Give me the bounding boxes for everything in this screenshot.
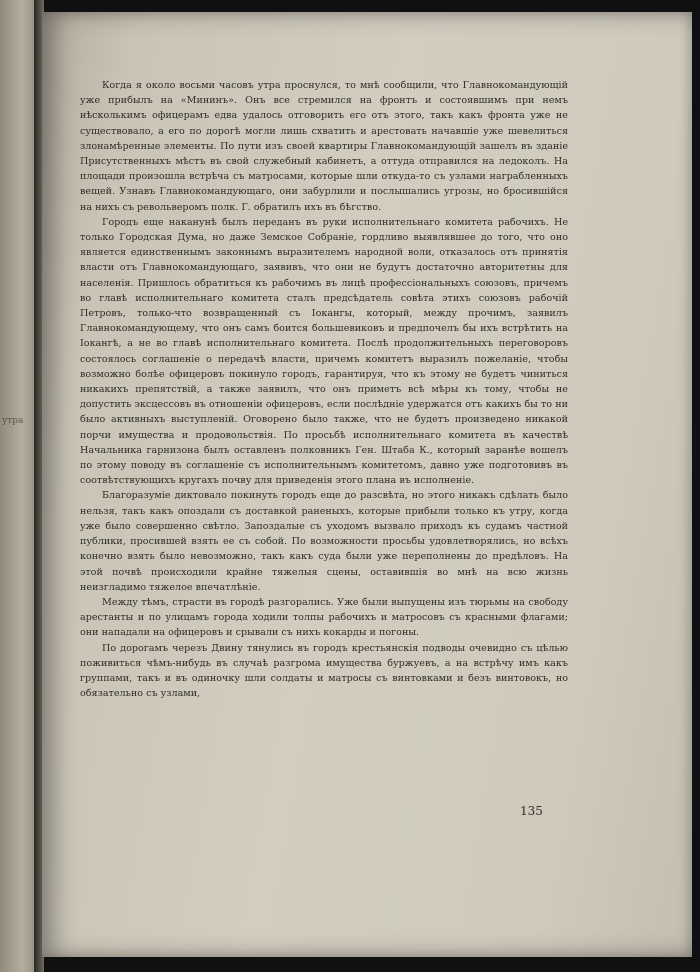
paragraph-1: Когда я около восьми часовъ утра проснулся, то мнѣ сообщили, что Главнокомандующій уже прибылъ на «Мининъ». Онъ все стремился на фронтъ и состоявшимъ при немъ нѣсколькимъ офицерамъ едва удалось отговорить его отъ этого, такъ какъ фронта уже не существовало, а его по дорогѣ могли лишь схватить и арестовать начавшіе уже шевелиться злонамѣренные элементы. По пути изъ своей квартиры Главнокомандующій зашелъ въ зданіе Присутственныхъ мѣстъ въ свой служебный кабинетъ, а оттуда отправился на ледоколъ. На площади произошла встрѣча съ матросами, которые шли откуда-то съ узлами награбленныхъ вещей. Узнавъ Главнокомандующаго, они забурлили и послышались угрозы, но бросившійся на нихъ съ револьверомъ полк. Г. обратилъ ихъ въ бѣгство.	[80, 80, 568, 213]
paragraph-2: Городъ еще наканунѣ былъ переданъ въ руки исполнительнаго комитета рабочихъ. Не только Городская Дума, но даже Земское Собраніе, гордливо выявлявшее до того, что оно является единственнымъ законнымъ выразителемъ народной воли, отказалось отъ принятія власти отъ Главнокомандующаго, заявивъ, что они не будутъ достаточно авторитетны для населенія. Пришлось обратиться къ рабочимъ въ лицѣ профессіональныхъ союзовъ, причемъ во главѣ исполнительнаго комитета сталъ предсѣдатель совѣта этихъ союзовъ рабочій Петровъ, только-что возвращенный съ Іокангы, который, между прочимъ, заявилъ Главнокомандующему, что онъ самъ боится большевиковъ и предпочелъ бы ихъ встрѣтить на Іокангѣ, а не во главѣ исполнительнаго комитета. Послѣ продолжительныхъ переговоровъ состоялось соглашеніе о передачѣ власти, причемъ комитетъ выразилъ пожеланіе, чтобы возможно болѣе офицеровъ покинуло городъ, гарантируя, что къ этому не будетъ чиниться никакихъ препятствій, а также заявилъ, что онъ приметъ всѣ мѣры къ тому, чтобы не допустить эксцессовъ въ отношеніи офицеровъ, если послѣдніе удержатся отъ какихъ бы то ни было активныхъ выступленій. Оговорено было также, что не будетъ произведено никакой порчи имущества и продовольствія. По просьбѣ исполнительнаго комитета въ качествѣ Начальника гарнизона былъ оставленъ полковникъ Ген. Штаба К., который заранѣе вошелъ по этому поводу въ соглашеніе съ исполнительнымъ комитетомъ, давно уже подготовивъ въ соотвѣтствующихъ кругахъ почву для приведенія этого плана въ исполненіе.	[80, 216, 568, 487]
page-number: 135	[520, 804, 543, 818]
left-page-text-fragment: утра	[2, 416, 24, 426]
body-text	[80, 78, 568, 701]
paragraph-5: По дорогамъ черезъ Двину тянулись въ городъ крестьянскія подводы очевидно съ цѣлью поживиться чѣмъ-нибудь въ случаѣ разгрома имущества буржуевъ, а на встрѣчу имъ какъ группами, такъ и въ одиночку шли солдаты и матросы съ винтовками и безъ винтовокъ, но обязательно съ узлами,	[80, 642, 568, 700]
book-page	[42, 12, 692, 957]
paragraph-4: Между тѣмъ, страсти въ городѣ разгорались. Уже были выпущены изъ тюрьмы на свободу арестанты и по улицамъ города ходили толпы рабочихъ и матросовъ съ красными флагами; они нападали на офицеровъ и срывали съ нихъ кокарды и погоны.	[80, 596, 568, 639]
paragraph-3: Благоразуміе диктовало покинуть городъ еще до разсвѣта, но этого никакъ сдѣлать было нельзя, такъ какъ опоздали съ доставкой раненыхъ, которые прибыли только къ утру, когда уже было совершенно свѣтло. Запоздалые съ уходомъ вызвало приходъ къ судамъ частной публики, просившей взять ее съ собой. По возможности просьбы удовлетворялись, но всѣхъ конечно взять было невозможно, такъ какъ суда были уже переполнены до предѣловъ. На этой почвѣ происходили крайне тяжелыя сцены, оставившія во мнѣ на всю жизнь неизгладимо тяжелое впечатлѣніе.	[80, 490, 568, 593]
